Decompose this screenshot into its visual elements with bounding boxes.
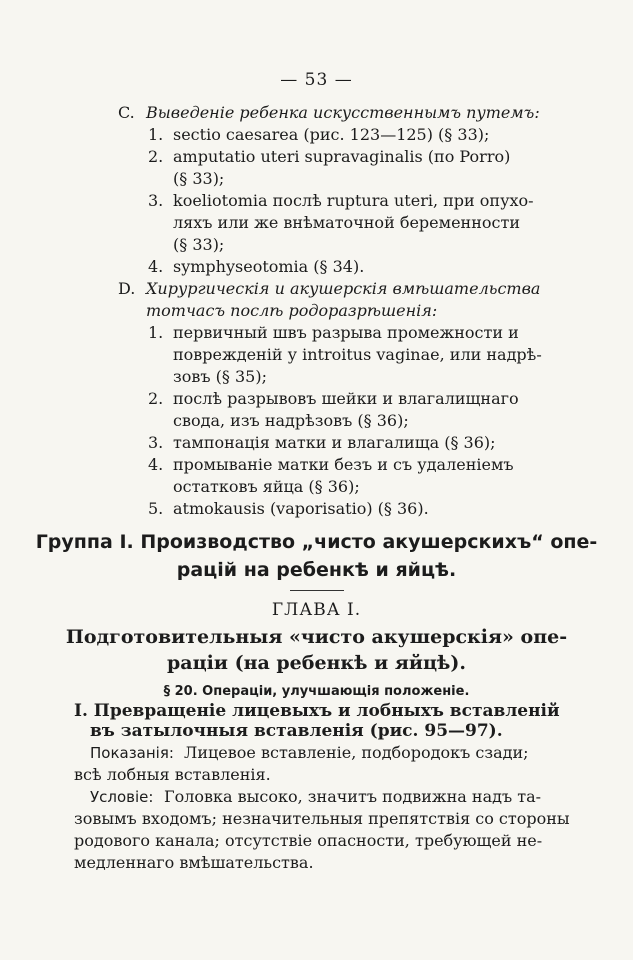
section-c-item-line: koeliotomia послѣ ruptura uteri, при опухо- [173, 191, 534, 210]
group-title-line: рацій на ребенкѣ и яйцѣ. [176, 559, 457, 581]
section-d-letter: D. [118, 279, 136, 298]
subheading-line: I. Превращеніе лицевыхъ и лобныхъ вставленій [74, 701, 560, 721]
section-d-title-line: Хирургическія и акушерскія вмѣшательства [146, 279, 541, 298]
chapter-title-line: раціи (на ребенкѣ и яйцѣ). [167, 652, 466, 674]
section-c-title: Выведеніе ребенка искусственнымъ путемъ: [146, 103, 540, 122]
section-d-item-num: 4. [148, 455, 164, 474]
section-c-item-num: 4. [148, 257, 164, 276]
section-c-item-line: sectio caesarea (рис. 123—125) (§ 33); [173, 125, 490, 144]
section-d-item-num: 2. [148, 389, 164, 408]
section-d-title-line: тотчасъ послѣ родоразрѣшенія: [146, 301, 438, 320]
condition-text-line: зовымъ входомъ; незначительныя препятствія со стороны [74, 809, 570, 828]
indications-label: Показанія: [90, 744, 174, 762]
page-number: — 53 — [280, 70, 353, 90]
section-c-item-line: symphyseotomia (§ 34). [173, 257, 365, 276]
section-d-item-num: 5. [148, 499, 164, 518]
section-c-item-line: amputatio uteri supravaginalis (по Porro) [173, 147, 511, 166]
section-c-item-line: ляхъ или же внѣматочной беременности [173, 213, 520, 232]
section-c-item-num: 2. [148, 147, 164, 166]
indications-text-line: Лицевое вставленіе, подбородокъ сзади; [184, 743, 529, 762]
section-c-letter: C. [118, 103, 135, 122]
section-d-item-line: промываніе матки безъ и съ удаленіемъ [173, 455, 514, 474]
subheading-line: въ затылочныя вставленія (рис. 95—97). [90, 721, 503, 741]
section-d-item-line: первичный швъ разрыва промежности и [173, 323, 519, 342]
condition-text-line: Головка высоко, значитъ подвижна надъ та- [164, 787, 542, 806]
section-c-item-num: 3. [148, 191, 164, 210]
section-d-item-num: 3. [148, 433, 164, 452]
section-d-item-num: 1. [148, 323, 164, 342]
condition-text-line: медленнаго вмѣшательства. [74, 853, 314, 872]
section-d-item-line: тампонація матки и влагалища (§ 36); [173, 433, 496, 452]
chapter-label: ГЛАВА I. [271, 600, 362, 620]
section-d-item-line: зовъ (§ 35); [173, 367, 267, 386]
paragraph-heading: § 20. Операціи, улучшающія положеніе. [163, 684, 470, 699]
divider-rule [290, 590, 344, 591]
section-d-item-line: свода, изъ надрѣзовъ (§ 36); [173, 411, 409, 430]
section-d-item-line: остатковъ яйца (§ 36); [173, 477, 360, 496]
section-d-item-line: поврежденій у introitus vaginae, или надрѣ- [173, 345, 542, 364]
condition-text-line: родового канала; отсутствіе опасности, требующей не- [74, 831, 543, 850]
group-title-line: Группа I. Производство „чисто акушерскихъ“ опе- [35, 531, 598, 553]
indications-text-line: всѣ лобныя вставленія. [74, 765, 271, 784]
section-d-item-line: atmokausis (vaporisatio) (§ 36). [173, 499, 429, 518]
chapter-title-line: Подготовительныя «чисто акушерскія» опе- [65, 626, 568, 648]
section-c-item-line: (§ 33); [173, 235, 225, 254]
condition-label: Условіе: [90, 788, 154, 806]
section-c-item-line: (§ 33); [173, 169, 225, 188]
section-c-item-num: 1. [148, 125, 164, 144]
section-d-item-line: послѣ разрывовъ шейки и влагалищнаго [173, 389, 519, 408]
